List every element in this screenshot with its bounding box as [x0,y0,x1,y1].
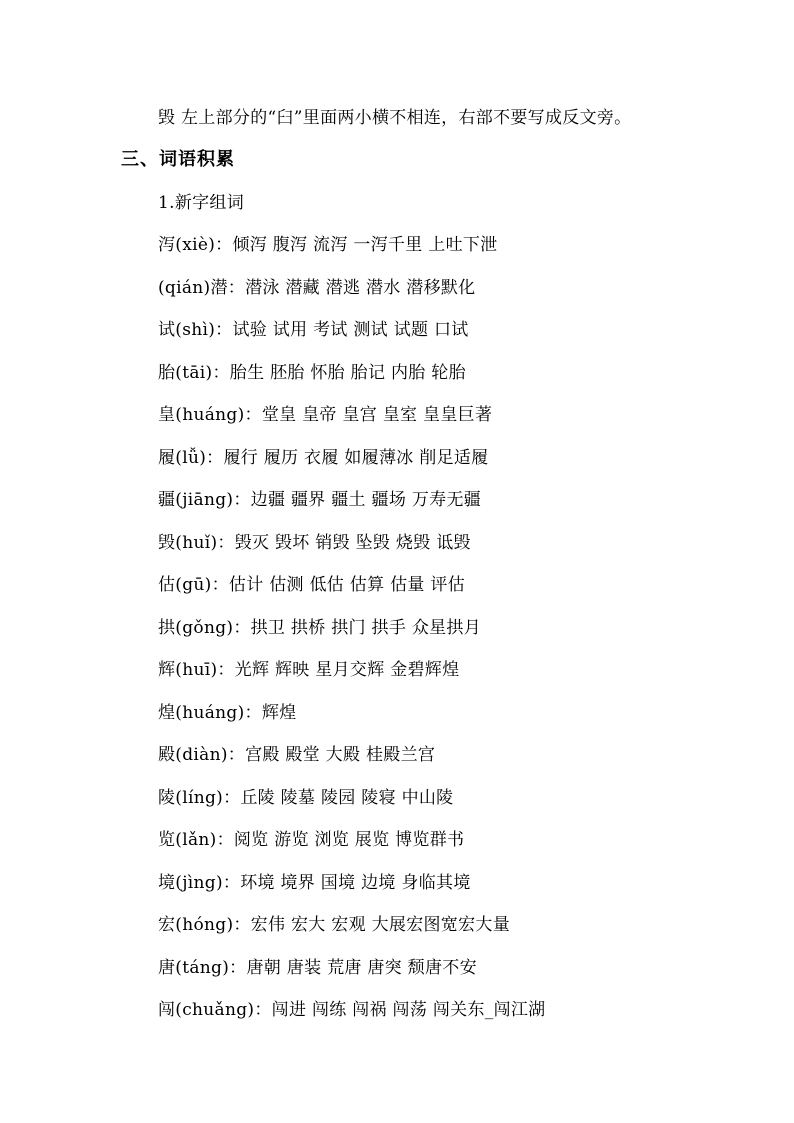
subheading: 1.新字组词 [158,193,245,213]
vocabulary-entry: 皇(huáng)：堂皇 皇帝 皇宫 皇室 皇皇巨著 [158,405,493,425]
vocabulary-entry: 胎(tāi)：胎生 胚胎 怀胎 胎记 内胎 轮胎 [158,362,466,383]
vocabulary-entry: 唐(táng)：唐朝 唐装 荒唐 唐突 颓唐不安 [158,957,477,978]
vocabulary-entry: 殿(diàn)：宫殿 殿堂 大殿 桂殿兰宫 [158,745,436,765]
vocabulary-entry: 拱(gǒng)：拱卫 拱桥 拱门 拱手 众星拱月 [158,617,482,638]
vocabulary-entry: 境(jìng)：环境 境界 国境 边境 身临其境 [158,872,471,893]
vocabulary-entry: (qián)潜：潜泳 潜藏 潜逃 潜水 潜移默化 [158,277,476,298]
vocabulary-entry: 疆(jiāng)：边疆 疆界 疆土 疆场 万寿无疆 [158,490,482,510]
vocabulary-entry: 陵(líng)：丘陵 陵墓 陵园 陵寝 中山陵 [158,787,454,808]
vocabulary-entry: 宏(hóng)：宏伟 宏大 宏观 大展宏图宽宏大量 [158,915,510,935]
section-heading: 三、词语积累 [121,149,235,170]
vocabulary-entry: 试(shì)：试验 试用 考试 测试 试题 口试 [158,320,469,340]
vocabulary-list [158,234,545,1042]
vocabulary-entry: 泻(xiè)：倾泻 腹泻 流泻 一泻千里 上吐下泄 [158,235,498,255]
vocabulary-entry: 辉(huī)：光辉 辉映 星月交辉 金碧辉煌 [158,660,460,680]
vocabulary-entry: 估(gū)：估计 估测 低估 估算 估量 评估 [158,575,466,595]
vocabulary-entry: 煌(huáng)：辉煌 [158,702,297,723]
vocabulary-entry: 闯(chuǎng)：闯进 闯练 闯祸 闯荡 闯关东_闯江湖 [158,1000,546,1020]
vocabulary-entry: 毁(huǐ)：毁灭 毁坏 销毁 坠毁 烧毁 诋毁 [158,532,471,553]
vocabulary-entry: 履(lǚ)：履行 履历 衣履 如履薄冰 削足适履 [158,447,489,468]
vocabulary-entry: 览(lǎn)：阅览 游览 浏览 展览 博览群书 [158,830,465,850]
intro-line: 毁 左上部分的“臼”里面两小横不相连，右部不要写成反文旁。 [158,108,632,128]
